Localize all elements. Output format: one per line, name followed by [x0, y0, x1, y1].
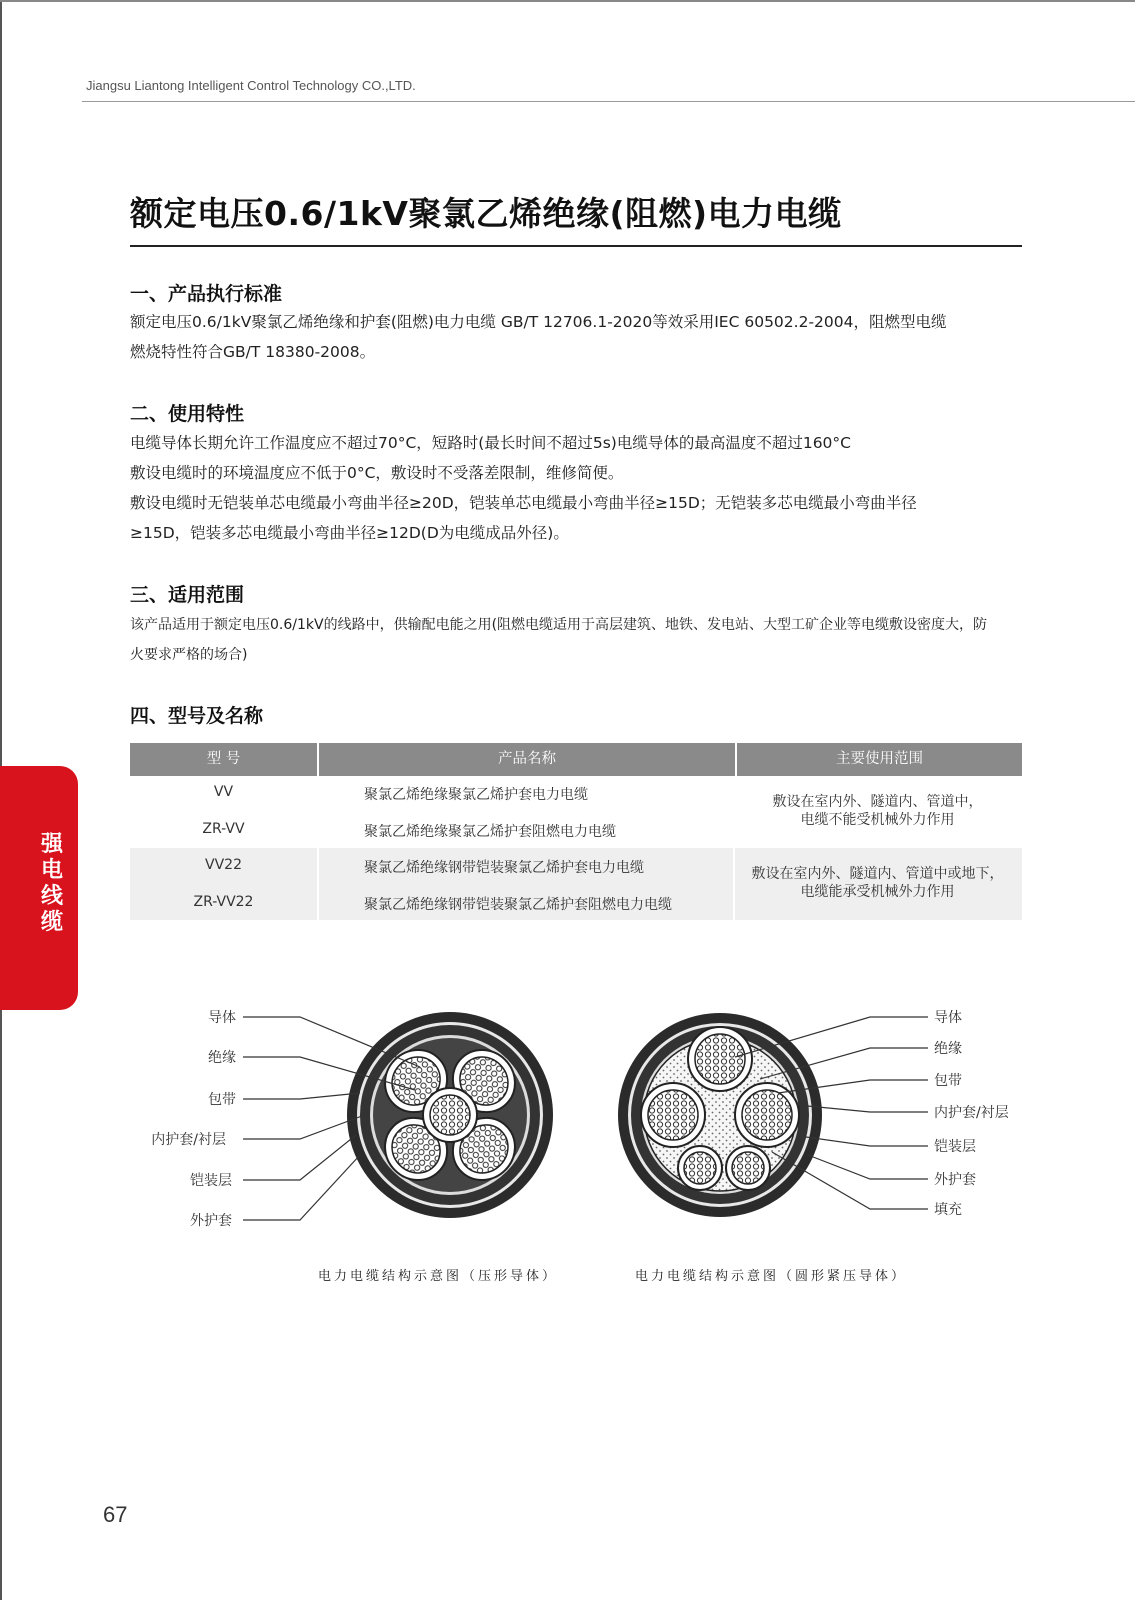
label-outer-sheath: 外护套	[190, 1213, 232, 1229]
range-cell	[735, 865, 1020, 901]
page-number: 67	[103, 1502, 128, 1527]
range-line: 敷设在室内外、隧道内、管道中，	[772, 794, 983, 810]
label-outer-sheath: 外护套	[934, 1172, 976, 1188]
column-header-name: 产品名称	[317, 743, 735, 776]
section-heading-standard: 一、产品执行标准	[130, 283, 283, 305]
page-border-top	[0, 0, 1135, 2]
side-tab-char: 强	[40, 832, 63, 857]
text-line: 燃烧特性符合GB/T 18380-2008。	[130, 343, 376, 361]
name-cell: 聚氯乙烯绝缘聚氯乙烯护套阻燃电力电缆	[364, 824, 616, 840]
range-line: 电缆能承受机械外力作用	[800, 884, 955, 900]
left-labels	[151, 1009, 236, 1229]
model-cell: VV22	[205, 857, 242, 873]
text-line: 该产品适用于额定电压0.6/1kV的线路中，供输配电能之用(阻燃电缆适用于高层建筑、地铁、发电站、大型工矿企业等电缆敷设密度大，防	[130, 617, 988, 633]
column-header-model: 型 号	[130, 743, 317, 776]
name-cell: 聚氯乙烯绝缘聚氯乙烯护套电力电缆	[364, 787, 588, 803]
side-category-tab	[0, 766, 78, 1010]
side-tab-char: 电	[40, 858, 63, 883]
title-divider	[130, 245, 1022, 247]
label-wrapping-tape: 包带	[208, 1092, 236, 1108]
table-row-group	[130, 776, 1022, 848]
label-filler: 填充	[934, 1202, 962, 1218]
section-heading-models: 四、型号及名称	[130, 705, 264, 727]
table-header-row	[130, 743, 1022, 776]
right-labels	[934, 1009, 1009, 1218]
header-divider	[82, 101, 1135, 102]
range-line: 电缆不能受机械外力作用	[800, 812, 955, 828]
cable-diagram-round-conductor	[618, 1013, 822, 1217]
cable-diagram-sector-conductor	[347, 1012, 553, 1218]
section-body-scope	[130, 610, 1025, 670]
name-cell: 聚氯乙烯绝缘钢带铠装聚氯乙烯护套电力电缆	[364, 860, 644, 876]
text-line: ≥15D，铠装多芯电缆最小弯曲半径≥12D(D为电缆成品外径)。	[130, 524, 569, 542]
column-separator	[317, 776, 319, 848]
label-armour: 铠装层	[190, 1173, 232, 1189]
text-line: 电缆导体长期允许工作温度应不超过70°C，短路时(最长时间不超过5s)电缆导体的最高温度不超过160°C	[130, 434, 851, 452]
model-table	[130, 743, 1022, 920]
text-line: 额定电压0.6/1kV聚氯乙烯绝缘和护套(阻燃)电力电缆 GB/T 12706.1-2020等效采用IEC 60502.2-2004，阻燃型电缆	[130, 313, 947, 331]
section-heading-characteristics: 二、使用特性	[130, 403, 245, 425]
right-diagram-caption: 电力电缆结构示意图（圆形紧压导体）	[635, 1269, 908, 1284]
section-body-characteristics	[130, 428, 1025, 548]
model-cell: ZR-VV	[202, 821, 245, 837]
label-armour: 铠装层	[934, 1139, 976, 1155]
company-name: Jiangsu Liantong Intelligent Control Technology CO.,LTD.	[86, 78, 416, 93]
model-cell: VV	[213, 784, 234, 800]
text-line: 敷设电缆时的环境温度应不低于0°C，敷设时不受落差限制，维修简便。	[130, 464, 624, 482]
label-inner-sheath: 内护套/衬层	[934, 1105, 1009, 1121]
side-tab-char: 线	[40, 884, 63, 909]
range-line: 敷设在室内外、隧道内、管道中或地下，	[751, 866, 1004, 882]
column-header-range: 主要使用范围	[735, 743, 1022, 776]
cable-structure-diagrams	[0, 995, 1135, 1230]
label-conductor: 导体	[208, 1010, 236, 1026]
range-cell	[735, 793, 1020, 829]
label-insulation: 绝缘	[208, 1050, 236, 1066]
section-heading-scope: 三、适用范围	[130, 584, 245, 606]
text-line: 敷设电缆时无铠装单芯电缆最小弯曲半径≥20D，铠装单芯电缆最小弯曲半径≥15D；无铠装多芯电缆最小弯曲半径	[130, 494, 917, 512]
page-title: 额定电压0.6/1kV聚氯乙烯绝缘(阻燃)电力电缆	[130, 194, 842, 233]
label-wrapping-tape: 包带	[934, 1073, 962, 1089]
side-tab-label-en: ▲High voltage cable	[84, 850, 98, 971]
label-insulation: 绝缘	[934, 1041, 962, 1057]
side-tab-label-cn	[40, 832, 64, 936]
section-body-standard	[130, 307, 1025, 367]
side-tab-char: 缆	[40, 910, 63, 935]
column-separator	[317, 848, 319, 920]
name-cell: 聚氯乙烯绝缘钢带铠装聚氯乙烯护套阻燃电力电缆	[364, 897, 672, 913]
table-row-group	[130, 848, 1022, 920]
label-conductor: 导体	[934, 1010, 962, 1026]
left-diagram-caption: 电力电缆结构示意图（压形导体）	[318, 1269, 559, 1284]
label-inner-sheath: 内护套/衬层	[151, 1132, 226, 1148]
model-cell: ZR-VV22	[193, 894, 254, 910]
text-line: 火要求严格的场合)	[130, 647, 248, 663]
